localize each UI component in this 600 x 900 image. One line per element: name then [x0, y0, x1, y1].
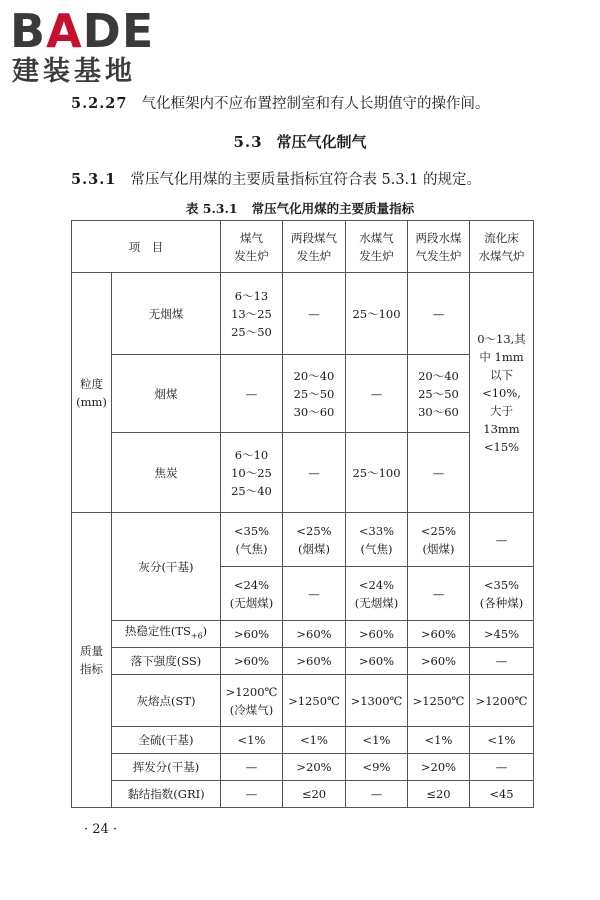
cell: 20～40 25～50 30～60 [408, 355, 470, 433]
cell: >60% [346, 621, 408, 648]
table-title: 常压气化用煤的主要质量指标 [251, 201, 415, 216]
cell: >20% [408, 754, 470, 781]
cell: — [408, 567, 470, 621]
cell: — [221, 781, 283, 808]
clause-5-2-27 [71, 94, 489, 114]
cell: <25% (烟煤) [283, 513, 346, 567]
table-number: 表 5.3.1 [185, 201, 238, 216]
cell: >60% [346, 648, 408, 675]
section-number: 5.3 [233, 133, 263, 151]
cell: <35% (气焦) [221, 513, 283, 567]
table-row [72, 513, 534, 567]
cell: <1% [408, 727, 470, 754]
cell: <35% (各种煤) [470, 567, 534, 621]
cell: — [346, 781, 408, 808]
cell: — [470, 754, 534, 781]
clause-text: 常压气化用煤的主要质量指标宜符合表 5.3.1 的规定。 [130, 172, 481, 188]
table-row [72, 621, 534, 648]
table-row [72, 355, 534, 433]
cell: — [283, 433, 346, 513]
row-label-ash-fusion: 灰熔点(ST) [112, 675, 221, 727]
cell: — [408, 273, 470, 355]
header-water-gas-producer: 水煤气 发生炉 [346, 221, 408, 273]
header-gas-producer: 煤气 发生炉 [221, 221, 283, 273]
cell: — [283, 273, 346, 355]
cell: — [283, 567, 346, 621]
cell: 6～10 10～25 25～40 [221, 433, 283, 513]
cell: — [221, 754, 283, 781]
cell: <33% (气焦) [346, 513, 408, 567]
header-fluid-bed-water-gas: 流化床 水煤气炉 [470, 221, 534, 273]
table-row [72, 433, 534, 513]
header-two-stage-gas-producer: 两段煤气 发生炉 [283, 221, 346, 273]
cell: ≤20 [408, 781, 470, 808]
cell: >60% [408, 621, 470, 648]
cell-fluid-bed-granularity: 0～13,其 中 1mm 以下 <10%, 大于 13mm <15% [470, 273, 534, 513]
clause-number: 5.3.1 [71, 171, 117, 188]
table-row [72, 754, 534, 781]
cell: — [470, 648, 534, 675]
cell: 6～13 13～25 25～50 [221, 273, 283, 355]
coal-quality-table [71, 220, 534, 808]
clause-text: 气化框架内不应布置控制室和有人长期值守的操作间。 [141, 96, 490, 112]
section-title: 常压气化制气 [276, 133, 367, 151]
table-row [72, 727, 534, 754]
clause-number: 5.2.27 [71, 95, 128, 112]
row-label-caking-index: 黏结指数(GRI) [112, 781, 221, 808]
cell: <1% [346, 727, 408, 754]
clause-5-3-1 [71, 170, 481, 190]
cell: >60% [221, 621, 283, 648]
row-label-bituminous: 烟煤 [112, 355, 221, 433]
logo-wordmark: BADE [10, 4, 155, 58]
row-label-anthracite: 无烟煤 [112, 273, 221, 355]
row-label-ash: 灰分(干基) [112, 513, 221, 621]
cell: >60% [408, 648, 470, 675]
cell: <9% [346, 754, 408, 781]
row-label-thermal-stability: 热稳定性$(TS_{+6})$ [112, 621, 221, 648]
row-label-coke: 焦炭 [112, 433, 221, 513]
cell: >1250℃ [283, 675, 346, 727]
cell: >1200℃ [470, 675, 534, 727]
header-two-stage-water-gas-producer: 两段水煤 气发生炉 [408, 221, 470, 273]
cell: — [346, 355, 408, 433]
table-row [72, 675, 534, 727]
page-number: · 24 · [84, 822, 118, 837]
logo-subtitle: 建装基地 [12, 56, 136, 87]
table-header-row [72, 221, 534, 273]
table-caption [0, 199, 600, 217]
cell: >1250℃ [408, 675, 470, 727]
cell: — [221, 355, 283, 433]
cell: <1% [221, 727, 283, 754]
cell: <24% (无烟煤) [346, 567, 408, 621]
cell: <45 [470, 781, 534, 808]
bade-logo [10, 6, 190, 90]
cell: 25～100 [346, 433, 408, 513]
cell: >45% [470, 621, 534, 648]
cell: — [408, 433, 470, 513]
cell: >60% [221, 648, 283, 675]
group-granularity: 粒度 (mm) [72, 273, 112, 513]
row-label-volatile: 挥发分(干基) [112, 754, 221, 781]
cell: >1300℃ [346, 675, 408, 727]
cell: — [470, 513, 534, 567]
cell: <25% (烟煤) [408, 513, 470, 567]
row-label-drop-strength: 落下强度(SS) [112, 648, 221, 675]
cell: ≤20 [283, 781, 346, 808]
section-heading [0, 131, 600, 152]
cell: 20～40 25～50 30～60 [283, 355, 346, 433]
table-row [72, 781, 534, 808]
header-item: 项 目 [72, 221, 221, 273]
cell: <1% [470, 727, 534, 754]
cell: >1200℃ (冷煤气) [221, 675, 283, 727]
cell: >60% [283, 621, 346, 648]
cell: <24% (无烟煤) [221, 567, 283, 621]
table-row [72, 273, 534, 355]
group-quality: 质量 指标 [72, 513, 112, 808]
cell: >60% [283, 648, 346, 675]
cell: 25～100 [346, 273, 408, 355]
cell: <1% [283, 727, 346, 754]
row-label-total-sulfur: 全硫(干基) [112, 727, 221, 754]
cell: >20% [283, 754, 346, 781]
table-row [72, 648, 534, 675]
